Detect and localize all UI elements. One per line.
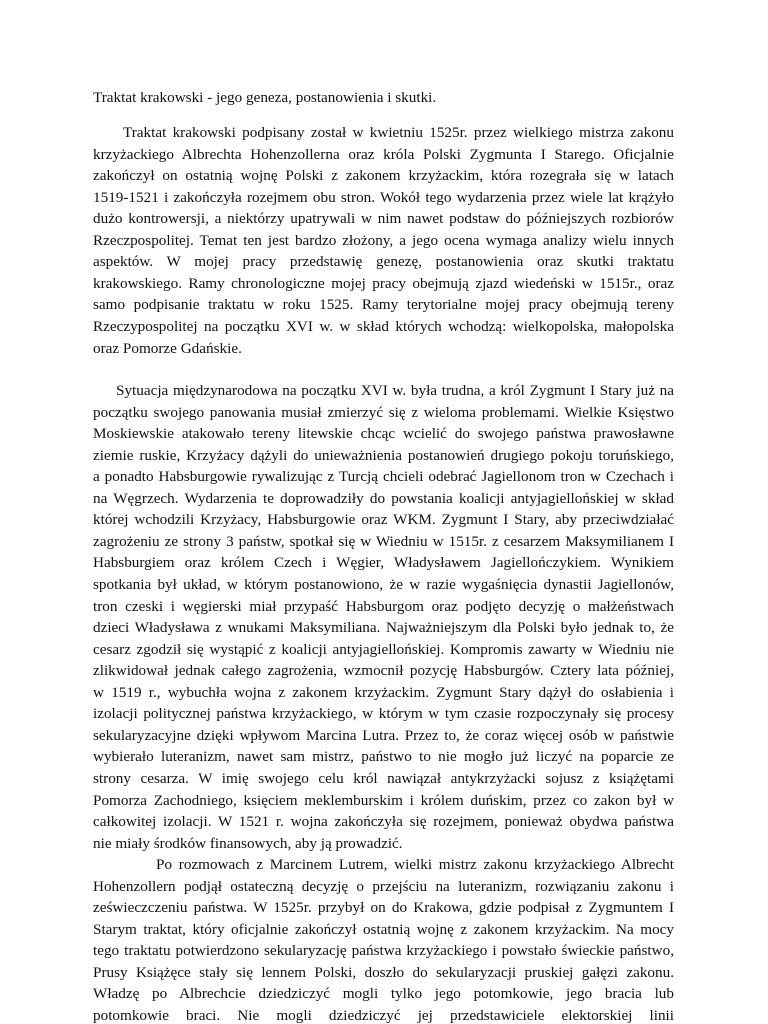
body-line: Rzeczypospolitej na początku XVI w. w skład których wchodzą: wielkopolska, małopolska — [93, 317, 674, 335]
body-line: Rzeczpospolitej. Temat ten jest bardzo złożony, a jego ocena wymaga analizy wielu innych — [93, 231, 674, 249]
body-line: Hohenzollern podjął ostateczną decyzję o przejściu na luteranizm, rozwiązaniu zakonu i — [93, 877, 674, 895]
body-line: zakończył on ostatnią wojnę Polski z zakonem krzyżackim, która rozegrała się w latach — [93, 167, 674, 185]
body-line: Starym traktat, który oficjalnie zakończył ostatnią wojnę z zakonem krzyżackim. Na mocy — [93, 920, 674, 938]
body-line: tego traktatu potwierdzono sekularyzację państwa krzyżackiego i powstało świeckie państwo, — [93, 942, 674, 960]
body-line: na Węgrzech. Wydarzenia te doprowadziły do powstania koalicji antyjagiellońskiej w skład — [93, 489, 674, 507]
body-line: zagrożeniu ze strony 3 państw, spotkał się w Wiedniu w 1515r. z cesarzem Maksymilianem I — [93, 532, 674, 550]
body-line: cesarz zgodził się wystąpić z koalicji antyjagiellońskiej. Kompromis zawarty w Wiedniu nie — [93, 640, 674, 658]
body-line: której wchodzili Krzyżacy, Habsburgowie oraz WKM. Zygmunt I Stary, aby przeciwdziałać — [93, 511, 674, 529]
body-line: aspektów. W mojej pracy przedstawię genezę, postanowienia oraz skutki traktatu — [93, 253, 674, 271]
document-title: Traktat krakowski - jego geneza, postanowienia i skutki. — [93, 89, 437, 106]
body-line: sekularyzacyjne dzięki wpływom Marcina Lutra. Przez to, że coraz więcej osób w państwie — [93, 726, 674, 744]
body-line: samo podpisanie traktatu w roku 1525. Ramy terytorialne mojej pracy obejmują tereny — [93, 296, 674, 314]
body-line: w 1519 r., wybuchła wojna z zakonem krzyżackim. Zygmunt Stary dążył do osłabienia i — [93, 683, 674, 701]
body-line: krzyżackiego Albrechta Hohenzollerna oraz króla Polski Zygmunta I Starego. Oficjalnie — [93, 145, 674, 163]
body-line: Władzę po Albrechcie dziedziczyć mogli tylko jego potomkowie, jego bracia lub — [93, 985, 674, 1003]
body-line: Moskiewskie atakowało tereny litewskie chcąc wcielić do swojego państwa prawosławne — [93, 425, 674, 443]
body-line: krakowskiego. Ramy chronologiczne mojej pracy obejmują zjazd wiedeński w 1515r., oraz — [93, 274, 674, 292]
body-line: Traktat krakowski podpisany został w kwietniu 1525r. przez wielkiego mistrza zakonu — [123, 124, 674, 141]
body-line: zlikwidował jednak całego zagrożenia, wzmocnił pozycję Habsburgów. Cztery lata później, — [93, 662, 674, 680]
body-line: nie miały środków finansowych, aby ją prowadzić. — [93, 834, 403, 852]
body-line: wybierało luteranizm, nawet sam mistrz, państwo to nie mogło już liczyć na poparcie ze — [93, 748, 674, 766]
body-line: początku swojego panowania musiał zmierzyć się z wieloma problemami. Wielkie Księstwo — [93, 403, 674, 421]
body-line: potomkowie braci. Nie mogli dziedziczyć jej przedstawiciele elektorskiej linii — [93, 1007, 674, 1024]
body-line: spotkania był układ, w którym postanowiono, że w razie wygaśnięcia dynastii Jagiellonów, — [93, 576, 674, 593]
body-line: ześwieczczeniu państwa. W 1525r. przybył on do Krakowa, gdzie podpisał z Zygmuntem I — [93, 899, 674, 917]
body-line: dzieci Władysława z wnukami Maksymiliana. Najważniejszym dla Polski było jednak to, że — [93, 619, 674, 637]
body-line: ziemie ruskie, Krzyżacy dążyli do unieważnienia postanowień drugiego pokoju toruńskiego, — [93, 446, 674, 464]
body-line: 1519-1521 i zakończyła rozejmem obu stron. Wokół tego wydarzenia przez wiele lat krążyło — [93, 188, 674, 206]
body-line: całkowitej izolacji. W 1521 r. wojna zakończyła się rozejmem, ponieważ obydwa państwa — [93, 813, 674, 831]
body-line: Habsburgiem oraz królem Czech i Węgier, Władysławem Jagiellończykiem. Wynikiem — [93, 554, 674, 572]
body-line: tron czeski i węgierski miał przypaść Habsburgom oraz podjęto decyzję o małżeństwach — [93, 597, 674, 615]
body-line: izolacji politycznej państwa krzyżackiego, w którym w tym czasie rozpoczynały się procesy — [93, 705, 674, 723]
body-line: strony cesarza. W imię swojego celu król nawiązał antykrzyżacki sojusz z książętami — [93, 769, 674, 787]
body-line: oraz Pomorze Gdańskie. — [93, 339, 242, 357]
body-line: Po rozmowach z Marcinem Lutrem, wielki mistrz zakonu krzyżackiego Albrecht — [156, 856, 674, 874]
body-line: Pomorza Zachodniego, księciem meklemburskim i królem duńskim, przez co zakon był w — [93, 791, 674, 809]
body-line: Prusy Książęce stały się lennem Polski, doszło do sekularyzacji pruskiej gałęzi zakonu. — [93, 963, 674, 981]
body-line: Sytuacja międzynarodowa na początku XVI w. była trudna, a król Zygmunt I Stary już na — [116, 382, 674, 400]
body-line: a ponadto Habsburgowie rywalizując z Turcją chcieli odebrać Jagiellonom tron w Czechach i — [93, 468, 674, 486]
body-line: dużo kontrowersji, a niektórzy upatrywali w nim nawet podstaw do późniejszych rozbiorów — [93, 210, 674, 228]
